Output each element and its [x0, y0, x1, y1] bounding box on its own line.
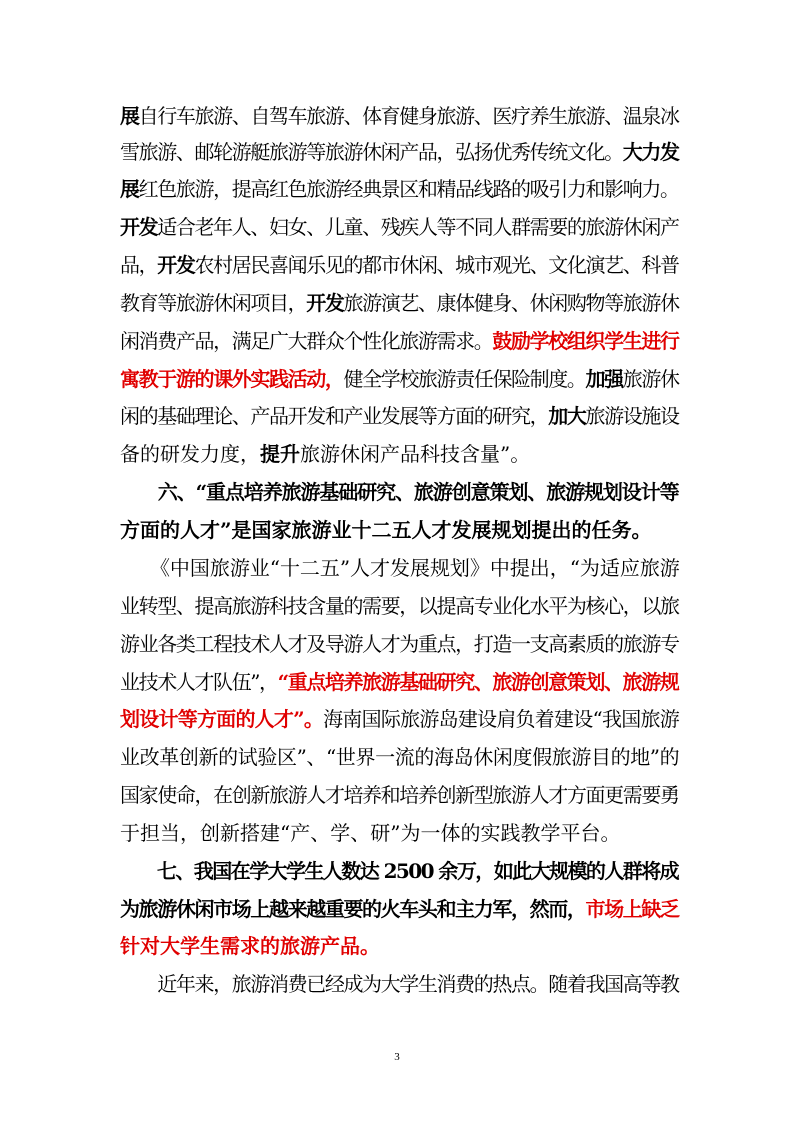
bold-text: 大力发 [622, 140, 679, 164]
text-line [120, 436, 680, 472]
text-line [120, 98, 680, 134]
highlighted-text: 寓教于游的课外实践活动， [120, 367, 344, 391]
highlighted-text: 鼓励学校组织学生进行 [492, 329, 679, 353]
text-line [120, 966, 680, 1002]
text-line [120, 626, 680, 662]
bold-text: 展 [120, 177, 139, 201]
text-run: 近年来，旅游消费已经成为大学生消费的热点。随着我国高等教 [120, 972, 679, 996]
bold-text: 七、我国在学大学生人数达 2500 余万，如此大规模的人群将成 [120, 859, 679, 883]
text-run: 旅游休 [622, 367, 679, 391]
text-line [120, 398, 680, 434]
text-line [120, 891, 680, 927]
text-run: 健全学校旅游责任保险制度。 [343, 367, 586, 391]
text-line [120, 588, 680, 624]
text-line [120, 853, 680, 889]
highlighted-text: 针对大学生需求的旅游产品。 [120, 934, 380, 958]
bold-text: 六、“重点培养旅游基础研究、旅游创意策划、旅游规划设计等 [120, 480, 679, 504]
text-line [120, 739, 680, 775]
text-run: 雪旅游、邮轮游艇旅游等旅游休闲产品，弘扬优秀传统文化。 [120, 140, 623, 164]
text-line [120, 815, 680, 851]
text-run: 适合老年人、妇女、儿童、残疾人等不同人群需要的旅游休闲产 [157, 215, 679, 239]
text-line [120, 247, 680, 283]
text-line [120, 777, 680, 813]
text-run: 业技术人才队伍”， [120, 670, 278, 694]
bold-text: 展 [120, 104, 139, 128]
bold-text: 为旅游休闲市场上越来越重要的火车头和主力军，然而， [120, 897, 586, 921]
bold-text: 开发 [306, 291, 344, 315]
text-line [120, 474, 680, 510]
highlighted-text: “重点培养旅游基础研究、旅游创意策划、旅游规 [277, 670, 679, 694]
text-line [120, 134, 680, 170]
text-run: 闲的基础理论、产品开发和产业发展等方面的研究， [120, 404, 549, 428]
text-line [120, 664, 680, 700]
text-run: 于担当，创新搭建“产、学、研”为一体的实践教学平台。 [120, 821, 621, 845]
text-run: 海南国际旅游岛建设肩负着建设“我国旅游 [323, 707, 679, 731]
text-run: 自行车旅游、自驾车旅游、体育健身旅游、医疗养生旅游、温泉冰 [138, 104, 679, 128]
bold-text: 方面的人才”是国家旅游业十二五人才发展规划提出的任务。 [120, 518, 652, 542]
text-run: 旅游设施设 [585, 404, 679, 428]
bold-text: 开发 [120, 215, 158, 239]
text-line [120, 171, 680, 207]
text-line [120, 701, 680, 737]
text-run: 教育等旅游休闲项目， [120, 291, 307, 315]
text-run: 旅游演艺、康体健身、休闲购物等旅游休 [343, 291, 679, 315]
text-run: 旅游休闲产品科技含量”。 [300, 442, 531, 466]
text-line [120, 512, 680, 548]
text-run: 品， [120, 253, 158, 277]
text-run: 国家使命，在创新旅游人才培养和培养创新型旅游人才方面更需要勇 [120, 783, 679, 807]
text-line [120, 285, 680, 321]
text-run: 业转型、提高旅游科技含量的需要，以提高专业化水平为核心，以旅 [120, 594, 679, 618]
bold-text: 加强 [585, 367, 623, 391]
bold-text: 提升 [260, 442, 300, 466]
text-run: 游业各类工程技术人才及导游人才为重点，打造一支高素质的旅游专 [120, 632, 679, 656]
text-run: 《中国旅游业“十二五”人才发展规划》中提出，“为适应旅游 [120, 556, 680, 580]
highlighted-text: 划设计等方面的人才”。 [120, 707, 324, 731]
page-number: 3 [394, 1051, 400, 1063]
text-run: 红色旅游，提高红色旅游经典景区和精品线路的吸引力和影响力。 [138, 177, 679, 201]
text-line [120, 550, 680, 586]
highlighted-text: 市场上缺乏 [585, 897, 679, 921]
text-run: 闲消费产品，满足广大群众个性化旅游需求。 [120, 329, 493, 353]
text-line [120, 361, 680, 397]
text-run: 备的研发力度， [120, 442, 260, 466]
text-line [120, 323, 680, 359]
bold-text: 开发 [157, 253, 195, 277]
text-line [120, 928, 680, 964]
text-line [120, 209, 680, 245]
text-run: 业改革创新的试验区”、“世界一流的海岛休闲度假旅游目的地”的 [120, 745, 680, 769]
text-run: 农村居民喜闻乐见的都市休闲、城市观光、文化演艺、科普 [194, 253, 679, 277]
bold-text: 加大 [548, 404, 586, 428]
